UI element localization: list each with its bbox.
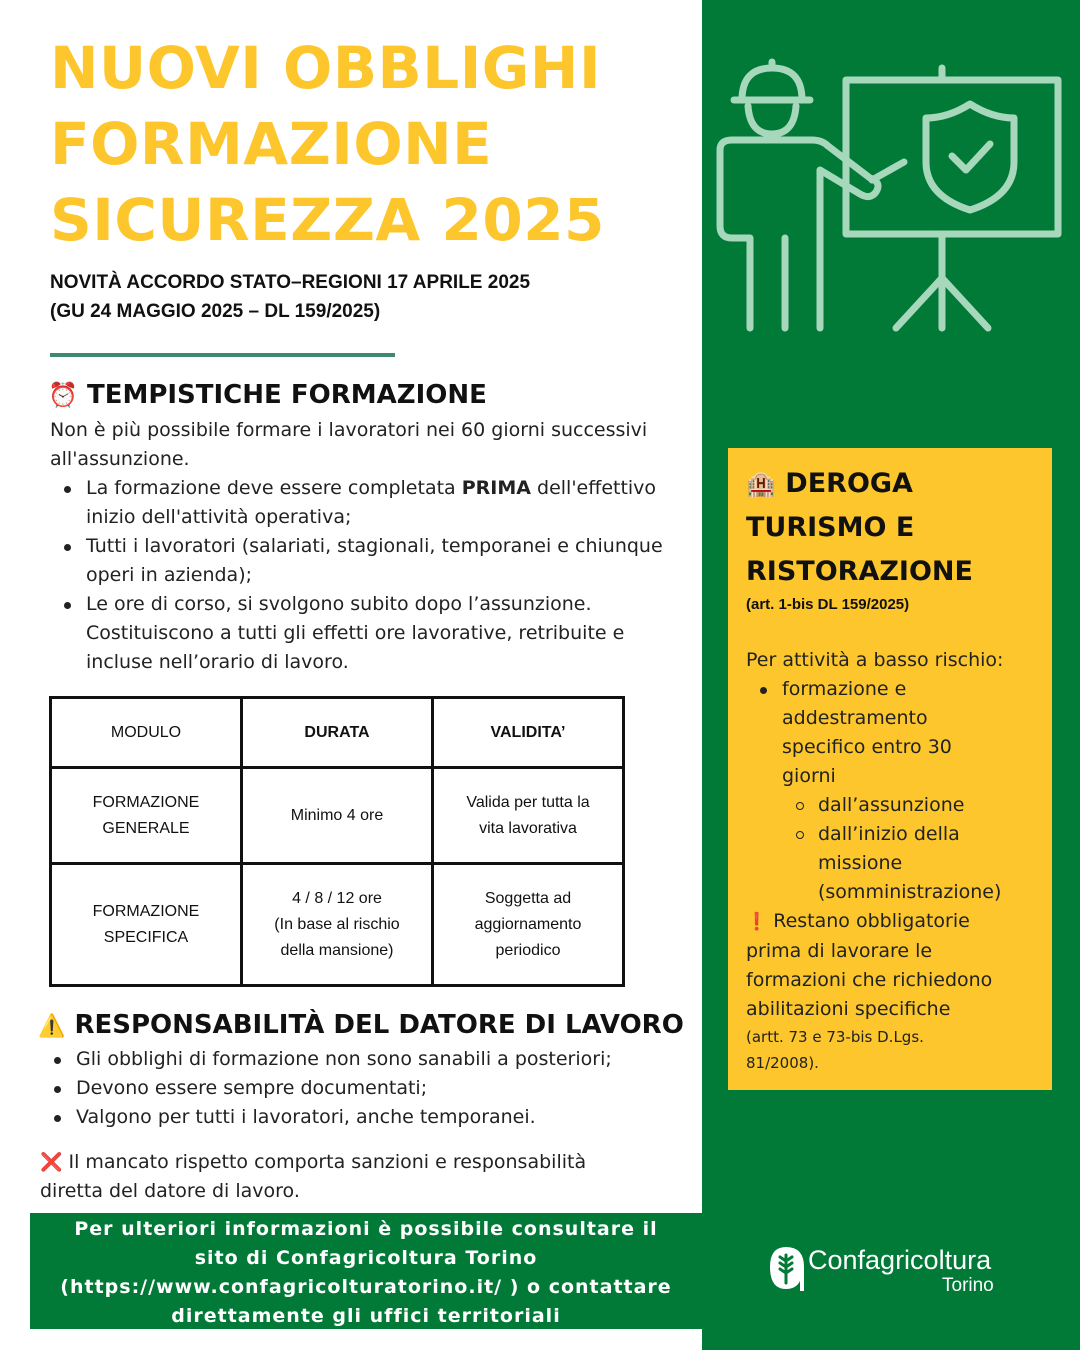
subtitle-line-1: NOVITÀ ACCORDO STATO–REGIONI 17 APRILE 2025 [50, 272, 531, 293]
list-item: Tutti i lavoratori (salariati, stagionali, temporanei e chiunque operi in azienda); [50, 532, 690, 590]
deroga-intro: Per attività a basso rischio: [746, 649, 1004, 671]
confagricoltura-logo [766, 1243, 1026, 1303]
list-item: dall’inizio della missione (somministrazione) [782, 820, 1046, 907]
cell-line: 4 / 8 / 12 ore [292, 889, 382, 907]
hotel-icon: 🏨 [746, 470, 776, 498]
cell-line: (In base al rischio [274, 915, 400, 933]
cell-line: Valida per tutta la [466, 793, 590, 811]
deroga-title-line: TURISMO E [746, 512, 915, 543]
bullet-emphasis: PRIMA [461, 477, 531, 499]
deroga-reference: (art. 1-bis DL 159/2025) [746, 596, 910, 613]
bullet-text: La formazione deve essere completata [86, 477, 462, 499]
bullet-text: dell'effettivo inizio dell'attività operativa; [86, 477, 657, 528]
table-row [51, 864, 624, 986]
subtitle-line-2: (GU 24 MAGGIO 2025 – DL 159/2025) [50, 301, 381, 322]
page-title [50, 30, 690, 258]
cell-line: FORMAZIONE [92, 793, 200, 811]
table-cell [433, 864, 624, 986]
tempistiche-list [50, 474, 690, 677]
deroga-box [728, 448, 1052, 1090]
responsabilita-heading [38, 1008, 684, 1044]
worker-head-icon [748, 106, 796, 134]
exclamation-icon: ❗ [746, 912, 768, 932]
list-item [746, 675, 1046, 907]
cell-line: aggiornamento [474, 915, 582, 933]
cell-line: Minimo 4 ore [290, 806, 384, 824]
cell-line: FORMAZIONE [92, 902, 200, 920]
table-header-row [51, 698, 624, 768]
list-item: dall’assunzione [782, 791, 996, 820]
logo-city: Torino [942, 1275, 994, 1296]
tempistiche-body [50, 416, 690, 677]
list-item: Valgono per tutti i lavoratori, anche temporanei. [40, 1103, 690, 1132]
table-header-cell: DURATA [242, 698, 433, 768]
alarm-clock-icon: ⏰ [48, 381, 78, 409]
deroga-list [746, 675, 1046, 907]
tempistiche-heading-text: TEMPISTICHE FORMAZIONE [86, 380, 487, 410]
list-item: Devono essere sempre documentati; [40, 1074, 690, 1103]
table-header-cell: VALIDITA’ [433, 698, 624, 768]
responsabilita-body [40, 1045, 690, 1206]
table-cell [242, 768, 433, 864]
deroga-bullet-text: formazione e addestramento specifico entro 30 giorni [782, 678, 952, 787]
deroga-body [746, 646, 1046, 1076]
subtitle [50, 268, 690, 326]
deroga-title-line: DEROGA [785, 468, 913, 499]
title-line-3: SICUREZZA 2025 [50, 186, 605, 254]
cell-line: GENERALE [102, 819, 190, 837]
deroga-title-line: RISTORAZIONE [746, 556, 973, 587]
responsabilita-heading-text: RESPONSABILITÀ DEL DATORE DI LAVORO [74, 1010, 684, 1040]
sanction-text: Il mancato rispetto comporta sanzioni e responsabilità diretta del datore di lavoro. [40, 1151, 587, 1202]
deroga-note-reference: (artt. 73 e 73-bis D.Lgs. 81/2008). [746, 1028, 924, 1072]
warning-icon: ⚠️ [38, 1014, 66, 1039]
table-cell [51, 864, 242, 986]
tempistiche-intro: Non è più possibile formare i lavoratori nei 60 giorni successivi all'assunzione. [50, 419, 648, 470]
title-line-2: FORMAZIONE [50, 110, 493, 178]
table-row [51, 768, 624, 864]
cell-line: Soggetta ad [484, 889, 572, 907]
footer-contact-bar [30, 1213, 702, 1329]
list-item: Gli obblighi di formazione non sono sanabili a posteriori; [40, 1045, 690, 1074]
shield-check-icon [926, 104, 1014, 210]
cell-line: della mansione) [280, 941, 394, 959]
deroga-note [746, 907, 1046, 1024]
training-modules-table [49, 696, 625, 987]
table-cell [51, 768, 242, 864]
deroga-sub-list [746, 791, 1002, 907]
safety-training-illustration [712, 58, 1072, 340]
cell-line: vita lavorativa [479, 819, 577, 837]
list-item [50, 474, 690, 532]
deroga-title [746, 462, 1046, 594]
section-divider [50, 353, 395, 357]
table-header-cell: MODULO [51, 698, 242, 768]
table-cell [433, 768, 624, 864]
deroga-note-text: Restano obbligatorie prima di lavorare le formazioni che richiedono abilitazioni specifiche [746, 910, 993, 1020]
title-line-1: NUOVI OBBLIGHI [50, 34, 602, 102]
logo-mark-icon [766, 1243, 806, 1293]
list-item: Le ore di corso, si svolgono subito dopo l’assunzione. Costituiscono a tutti gli effetti ore lavorative, retribuite e incluse nell’orario di lavoro. [50, 590, 690, 677]
hard-hat-icon [734, 62, 810, 100]
table-cell [242, 864, 433, 986]
tempistiche-heading [48, 378, 487, 412]
responsabilita-list [40, 1045, 690, 1132]
footer-text: Per ulteriori informazioni è possibile consultare il sito di Confagricoltura Torino (https://www.confagricolturatorino.it/ ) o contattare direttamente gli uffici territoriali [60, 1218, 672, 1327]
logo-name: Confagricoltura [808, 1245, 992, 1275]
cell-line: SPECIFICA [103, 928, 189, 946]
sanction-note [40, 1148, 640, 1206]
cell-line: periodico [495, 941, 561, 959]
cross-mark-icon: ❌ [40, 1152, 63, 1173]
